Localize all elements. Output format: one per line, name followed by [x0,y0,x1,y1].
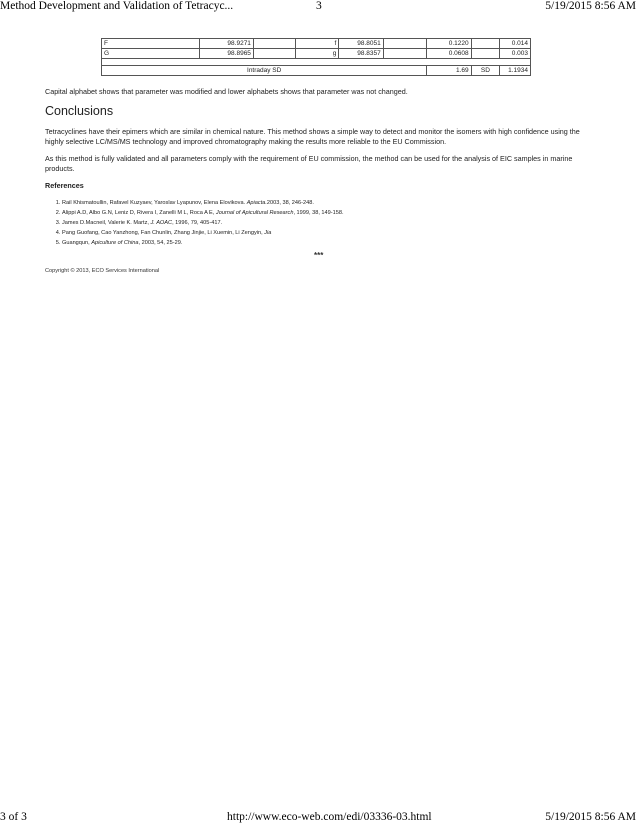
reference-item [62,198,617,208]
unchanged-value: 98.8051 [339,39,383,49]
row-symbol: g [295,49,339,59]
table-row [102,49,531,59]
reference-item [62,228,617,238]
reference-authors: Rail Khismatoullin, Rafavel Kuzyaev, Yaroslav Lyapunov, Elena Elovikova. [62,200,247,206]
reference-authors: James D.Macneil, Valerie K. Martz, [62,220,151,226]
reference-details: , 1996, 79, 405-417. [172,220,223,226]
sd-label: SD [471,66,499,76]
effect-value: 0.014 [500,39,531,49]
copyright-notice: Copyright © 2013, ECO Services International [45,268,160,274]
print-header-page-number: 3 [316,0,322,12]
row-symbol: f [295,39,339,49]
difference-value: 0.1220 [427,39,471,49]
table-row [102,39,531,49]
modified-value: 98.8965 [199,49,253,59]
print-footer-page-of: 3 of 3 [0,811,27,823]
conclusions-paragraph-2: As this method is fully validated and all parameters comply with the requirement of EU commission, the method can be used for the analysis of EIC samples in marine products. [45,154,573,173]
empty-cell [471,39,499,49]
sd-value: 1.1934 [500,66,531,76]
row-label: G [102,49,200,59]
references-heading: References [45,181,84,190]
print-header [0,0,638,14]
summary-row [102,66,531,76]
unchanged-value: 98.8357 [339,49,383,59]
effect-value: 0.003 [500,49,531,59]
reference-details: , 1999, 38, 149-158. [293,210,344,216]
results-table [101,38,531,76]
empty-cell [102,59,531,66]
reference-journal: Journal of Apicultural Research [215,210,294,216]
summary-value: 1.69 [427,66,471,76]
row-label: F [102,39,200,49]
table-spacer-row [102,59,531,66]
reference-journal: Jia [264,230,272,236]
print-header-datetime: 5/19/2015 8:56 AM [545,0,636,12]
reference-authors: Guangqun, [62,240,92,246]
reference-item [62,208,617,218]
reference-item [62,218,617,228]
references-list [45,198,617,248]
reference-authors: Pang Guofang, Cao Yanzhong, Fan Chunlin, Zhang Jinjie, Li Xuemin, Li Zengyin, [62,230,265,236]
reference-details: 2003, 38, 246-248. [266,200,314,206]
empty-cell [471,49,499,59]
reference-item [62,238,617,248]
empty-cell [383,39,427,49]
modified-value: 98.9271 [199,39,253,49]
reference-authors: Alippi A.D, Albo G.N, Leniz D, Rivera I, Zanelli M L, Roca A E, [62,210,216,216]
reference-journal: Apiacta. [246,200,267,206]
reference-journal: J. AOAC [150,220,173,226]
reference-journal: Apiculture of China [91,240,139,246]
print-footer-url: http://www.eco-web.com/edi/03336-03.html [227,811,432,823]
empty-cell [253,39,295,49]
print-footer-datetime: 5/19/2015 8:56 AM [545,811,636,823]
print-footer [0,811,638,825]
difference-value: 0.0608 [427,49,471,59]
print-header-title: Method Development and Validation of Tetracyc... [0,0,234,12]
summary-label: Intraday SD [102,66,427,76]
conclusions-heading: Conclusions [45,104,114,118]
table-note: Capital alphabet shows that parameter was modified and lower alphabets shows that parameter was not changed. [45,87,408,96]
reference-details: , 2003, 54, 25-29. [138,240,183,246]
empty-cell [383,49,427,59]
empty-cell [253,49,295,59]
section-separator: *** [314,251,324,260]
conclusions-paragraph-1: Tetracyclines have their epimers which are similar in chemical nature. This method shows a simple way to detect and monitor the isomers with high confidence using the highly selective LC/MS/MS technology and improved chromatography making the results more reliable to the EU Commission. [45,127,580,146]
